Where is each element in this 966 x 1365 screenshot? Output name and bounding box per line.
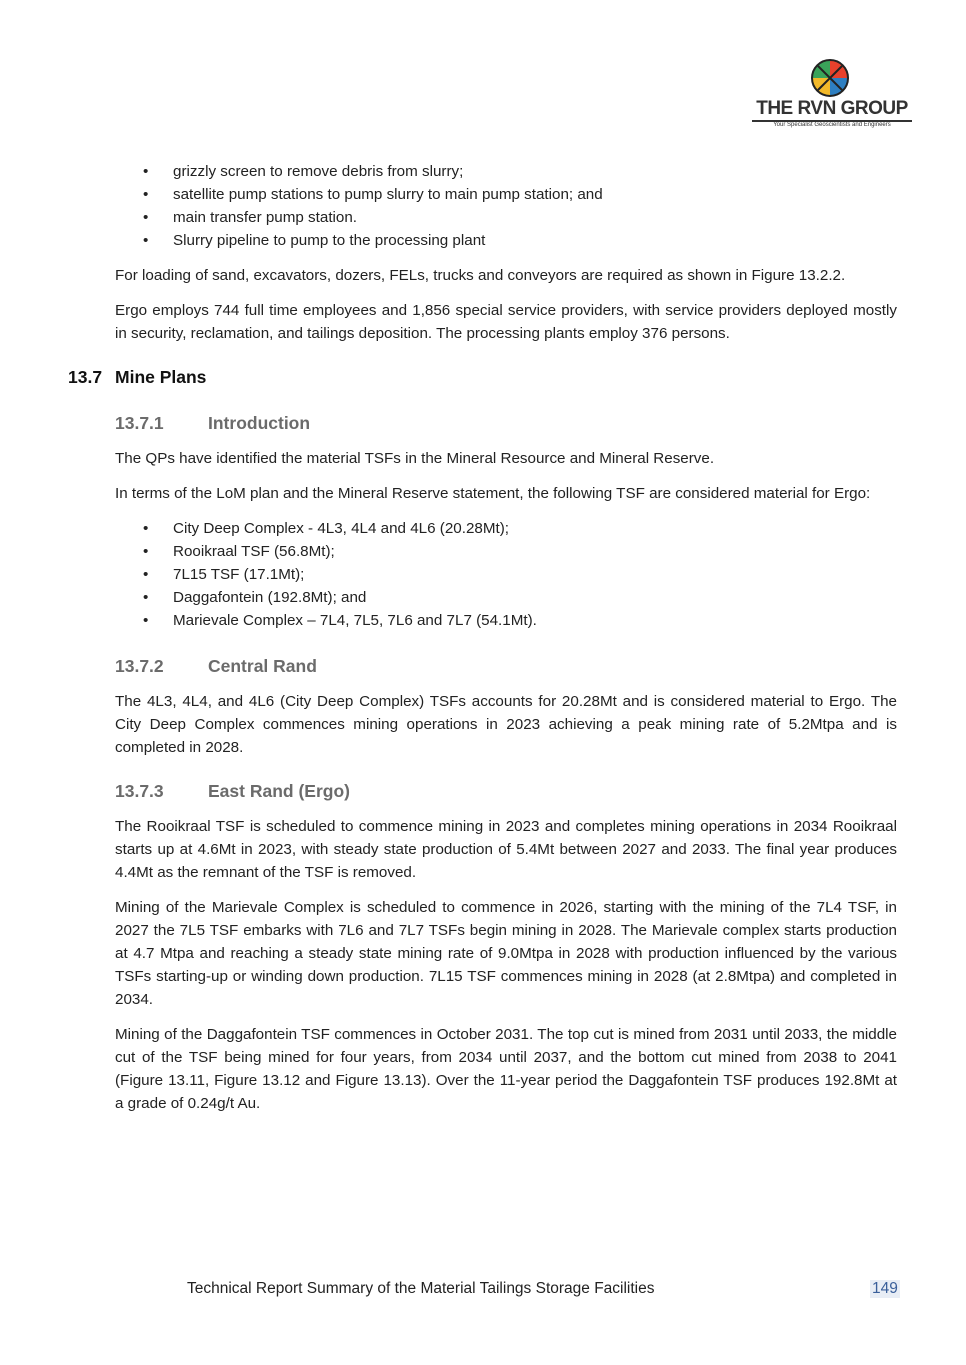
list-item: • City Deep Complex - 4L3, 4L4 and 4L6 (20.28Mt); [115, 517, 897, 540]
logo-brand-text: THE RVN GROUP [752, 98, 912, 122]
list-item: • 7L15 TSF (17.1Mt); [115, 563, 897, 586]
list-item: • Marievale Complex – 7L4, 7L5, 7L6 and 7L7 (54.1Mt). [115, 609, 897, 632]
page-number: 149 [872, 1280, 898, 1297]
bullet-list-equipment [115, 160, 897, 252]
subsection-number: 13.7.1 [115, 413, 164, 433]
paragraph-intro-1: The QPs have identified the material TSFs in the Mineral Resource and Mineral Reserve. [115, 450, 715, 467]
paragraph-daggafontein: Mining of the Daggafontein TSF commences in October 2031. The top cut is mined from 2031 until 2033, the middle cut of the TSF being mined for four years, from 2034 until 2037, and the bottom cut mined from 2038 to 2041 (Figure 13.11, Figure 13.12 and Figure 13.13). Over the 11-year period the Daggafontein TSF produces 192.8Mt at a grade of 0.24g/t Au. [115, 1026, 897, 1112]
list-item: • Slurry pipeline to pump to the processing plant [115, 229, 897, 252]
subsection-number: 13.7.3 [115, 781, 164, 801]
section-title: Mine Plans [115, 367, 207, 387]
logo-circle-icon [810, 58, 850, 98]
document-body [68, 160, 897, 1115]
paragraph-intro-2: In terms of the LoM plan and the Mineral Reserve statement, the following TSF are considered material for Ergo: [115, 485, 871, 502]
subsection-title: Introduction [208, 413, 311, 433]
list-item: • Daggafontein (192.8Mt); and [115, 586, 897, 609]
list-item: • main transfer pump station. [115, 206, 897, 229]
subsection-heading-introduction [115, 411, 897, 435]
list-item: • grizzly screen to remove debris from slurry; [115, 160, 897, 183]
section-number: 13.7 [68, 367, 103, 387]
subsection-heading-east-rand [115, 779, 897, 803]
paragraph-employees: Ergo employs 744 full time employees and 1,856 special service providers, with service providers deployed mostly in security, reclamation, and tailings deposition. The processing plants employ 376 persons. [115, 302, 897, 342]
section-heading [68, 365, 897, 389]
subsection-heading-central-rand [115, 654, 897, 678]
subsection-title: Central Rand [208, 656, 317, 676]
list-item: • Rooikraal TSF (56.8Mt); [115, 540, 897, 563]
paragraph-marievale: Mining of the Marievale Complex is scheduled to commence in 2026, starting with the mining of the 7L4 TSF, in 2027 the 7L5 TSF embarks with 7L6 and 7L7 TSFs begin mining in 2028. The Marievale complex starts production at 4.7 Mtpa and reaching a steady state mining rate of 9.0Mtpa in 2028 with production influenced by the various TSFs starting-up or winding down production. 7L15 TSF commences mining in 2028 (at 2.8Mtpa) and completed in 2034. [115, 899, 897, 1008]
subsection-title: East Rand (Ergo) [208, 781, 350, 801]
company-logo [752, 58, 912, 132]
subsection-number: 13.7.2 [115, 656, 164, 676]
paragraph-loading: For loading of sand, excavators, dozers, FELs, trucks and conveyors are required as shown in Figure 13.2.2. [115, 267, 846, 284]
paragraph-rooikraal: The Rooikraal TSF is scheduled to commence mining in 2023 and completes mining operations in 2034 Rooikraal starts up at 4.6Mt in 2023, with steady state production of 5.4Mt between 2027 and 2033. The final year produces 4.4Mt as the remnant of the TSF is removed. [115, 818, 897, 881]
list-item: • satellite pump stations to pump slurry to main pump station; and [115, 183, 897, 206]
footer-title: Technical Report Summary of the Material Tailings Storage Facilities [187, 1280, 655, 1297]
paragraph-central-rand: The 4L3, 4L4, and 4L6 (City Deep Complex) TSFs accounts for 20.28Mt and is considered material to Ergo. The City Deep Complex commences mining operations in 2023 achieving a peak mining rate of 5.2Mtpa and is completed in 2028. [115, 693, 897, 756]
bullet-list-material-tsfs [115, 517, 897, 632]
logo-tagline: Your Specialist Geoscientists and Engineers [773, 122, 891, 128]
